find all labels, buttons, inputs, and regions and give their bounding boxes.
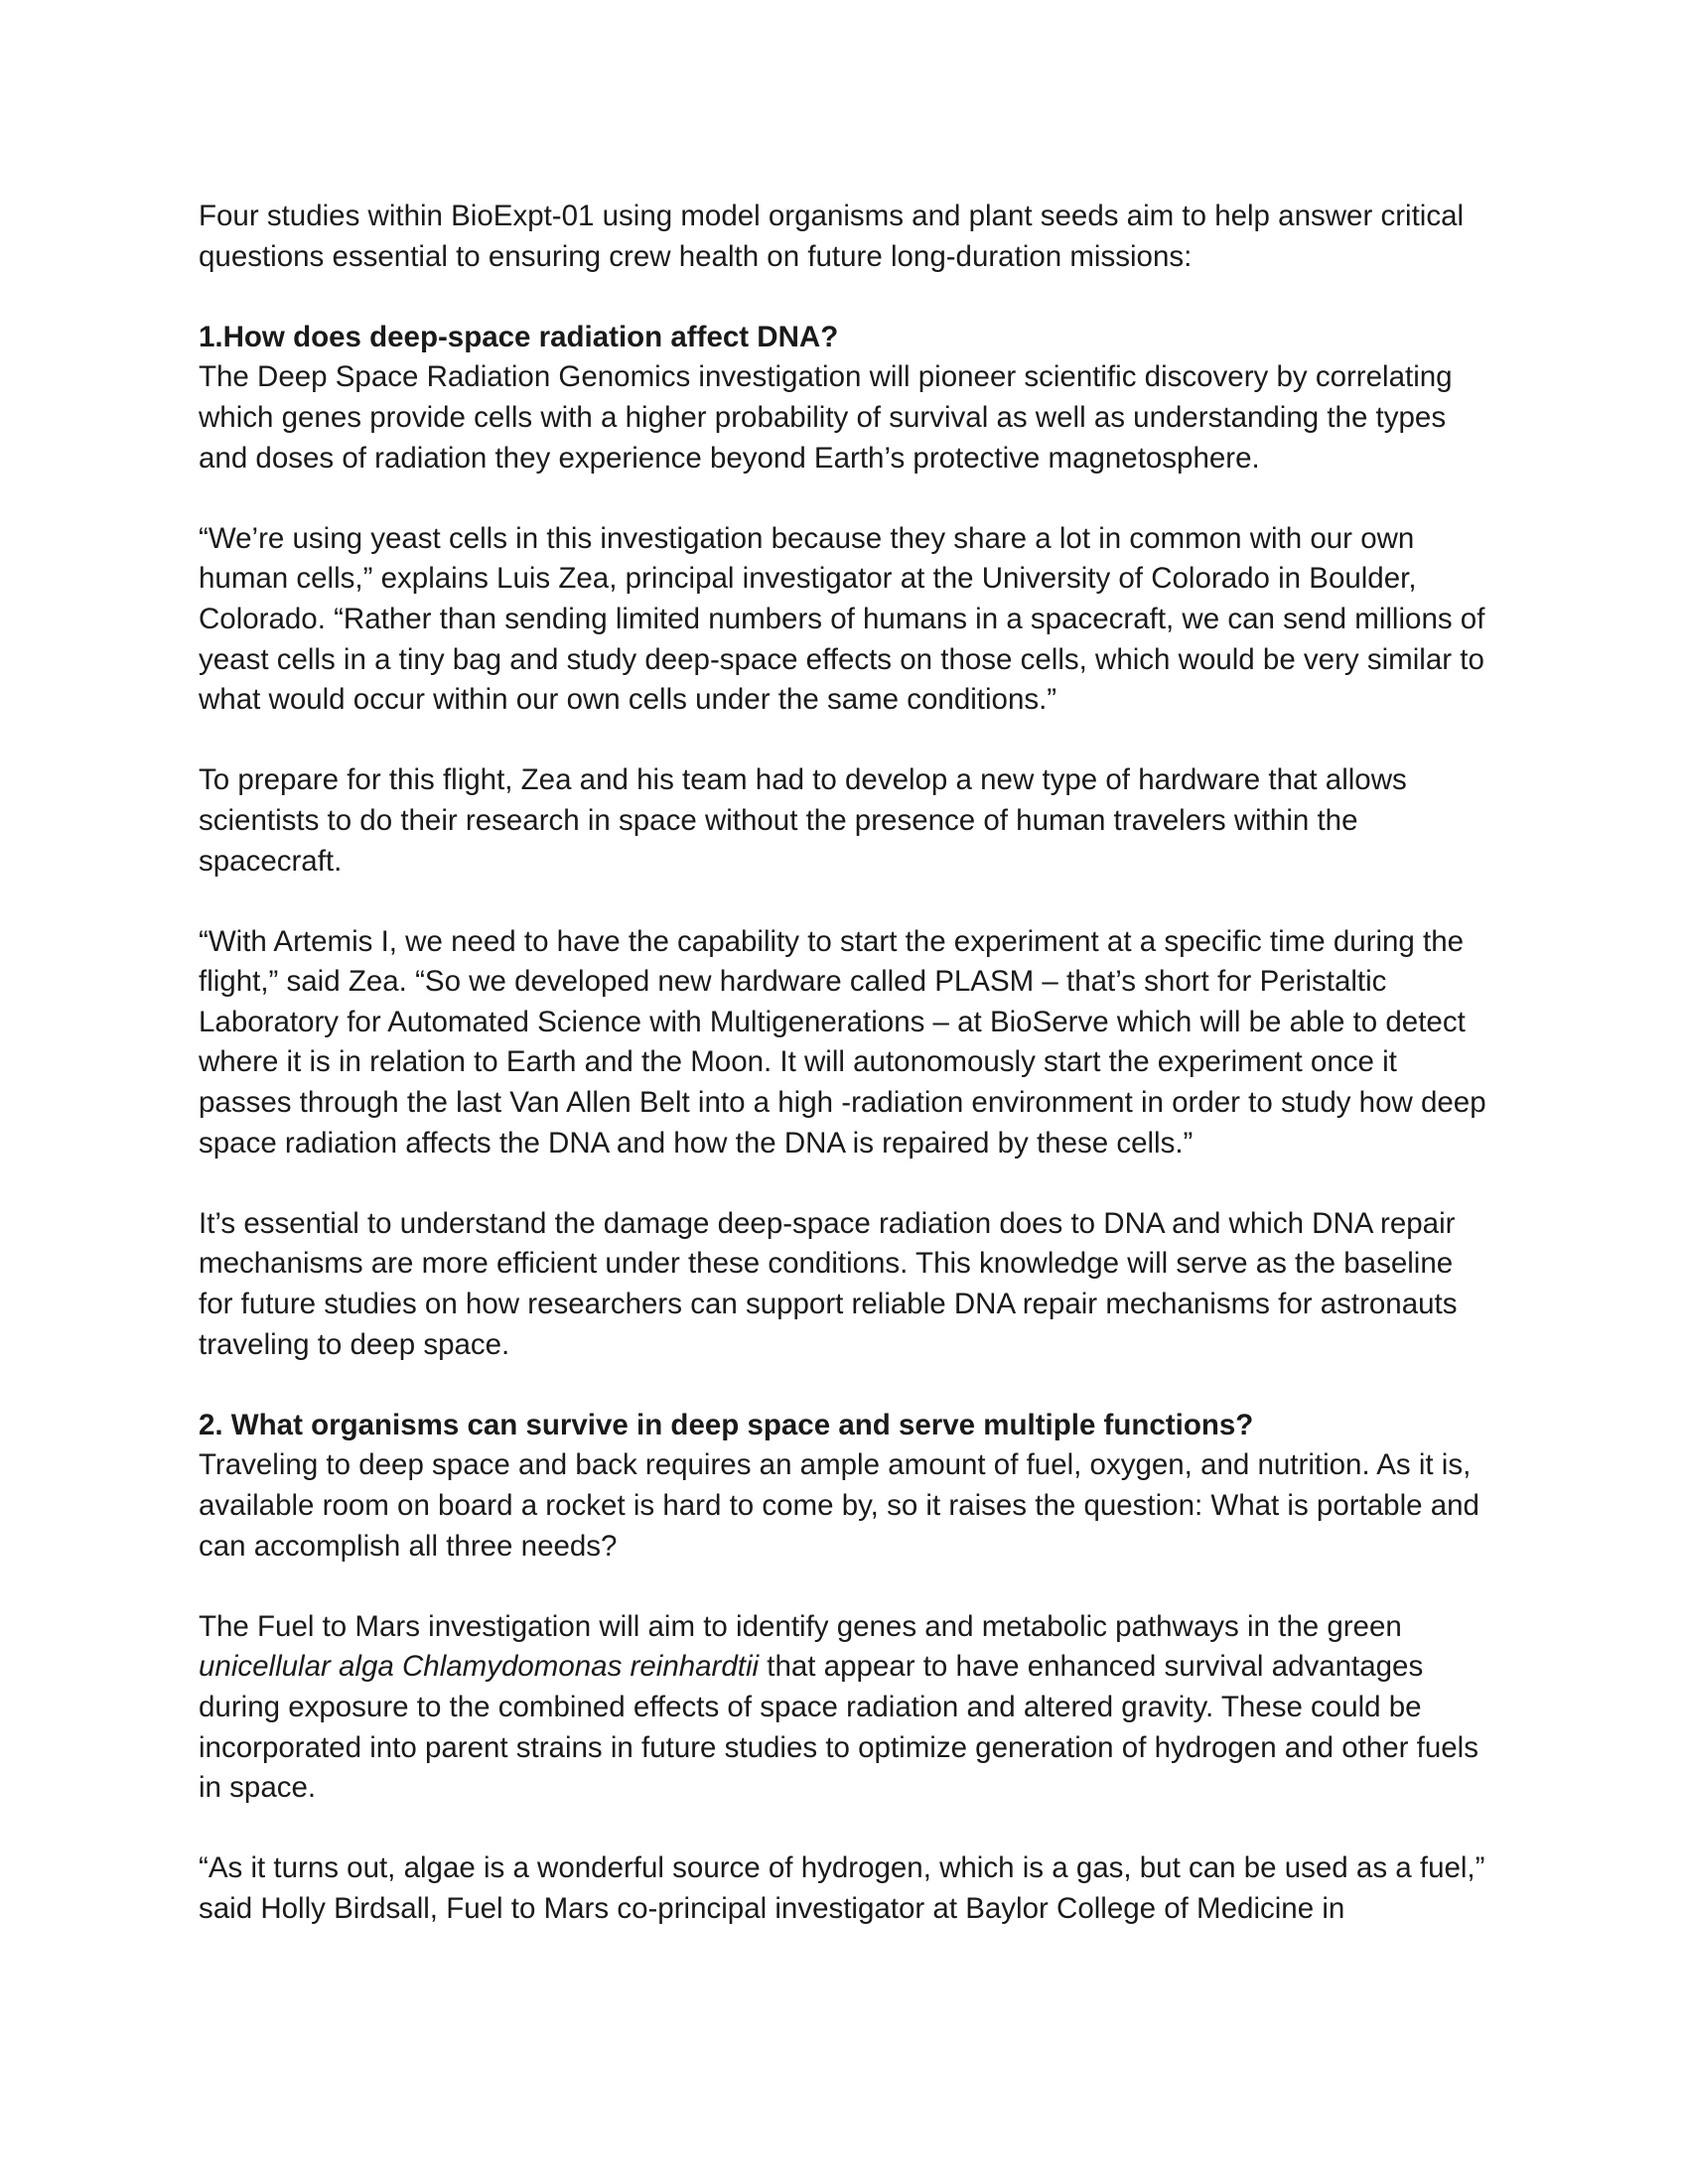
species-name: unicellular alga Chlamydomonas reinhardtii [199,1650,760,1684]
section-1-paragraph-1: The Deep Space Radiation Genomics investigation will pioneer scientific discovery by correlating which genes provide cells with a higher probability of survival as well as understanding the types and doses of radiation they experience beyond Earth’s protective magnetosphere. [199,360,1453,475]
section-1-paragraph-5: It’s essential to understand the damage deep-space radiation does to DNA and which DNA repair mechanisms are more efficient under these conditions. This knowledge will serve as the baseline for future studies on how researchers can support reliable DNA repair mechanisms for astronauts traveling to deep space. [199,1206,1458,1361]
section-2-paragraph-2 [199,1607,1489,1809]
section-1-paragraph-4: “With Artemis I, we need to have the capability to start the experiment at a specific time during the flight,” said Zea. “So we developed new hardware called PLASM – that’s short for Peristaltic Laboratory for Automated Science with Multigenerations – at BioServe which will be able to detect where it is in relation to Earth and the Moon. It will autonomously start the experiment once it passes through the last Van Allen Belt into a high -radiation environment in order to study how deep space radiation affects the DNA and how the DNA is repaired by these cells.” [199,924,1486,1160]
section-2-paragraph-3: “As it turns out, algae is a wonderful source of hydrogen, which is a gas, but can be used as a fuel,” said Holly Birdsall, Fuel to Mars co-principal investigator at Baylor College of Medicine in [199,1851,1485,1925]
paragraph-text: that appear to have enhanced survival advantages during exposure to the combined effects of space radiation and altered gravity. These could be incorporated into parent strains in future studies to optimize generation of hydrogen and other fuels in space. [199,1650,1478,1805]
section-1-heading: 1.How does deep-space radiation affect DNA? [199,320,839,353]
intro-paragraph: Four studies within BioExpt-01 using model organisms and plant seeds aim to help answer critical questions essential to ensuring crew health on future long-duration missions: [199,200,1465,273]
paragraph-text: The Fuel to Mars investigation will aim to identify genes and metabolic pathways in the green [199,1609,1402,1643]
section-1-paragraph-3: To prepare for this flight, Zea and his team had to develop a new type of hardware that allows scientists to do their research in space without the presence of human travelers within the spacecraft. [199,763,1407,878]
section-2-paragraph-1: Traveling to deep space and back requires an ample amount of fuel, oxygen, and nutrition. As it is, available room on board a rocket is hard to come by, so it raises the question: What is portable and can accomplish all three needs? [199,1448,1479,1563]
document-page [199,197,1489,1970]
section-2-heading: 2. What organisms can survive in deep space and serve multiple functions? [199,1408,1254,1441]
section-1-paragraph-2: “We’re using yeast cells in this investigation because they share a lot in common with our own human cells,” explains Luis Zea, principal investigator at the University of Colorado in Boulder, Colorado. “Rather than sending limited numbers of humans in a spacecraft, we can send millions of yeast cells in a tiny bag and study deep-space effects on those cells, which would be very similar to what would occur within our own cells under the same conditions.” [199,521,1485,717]
